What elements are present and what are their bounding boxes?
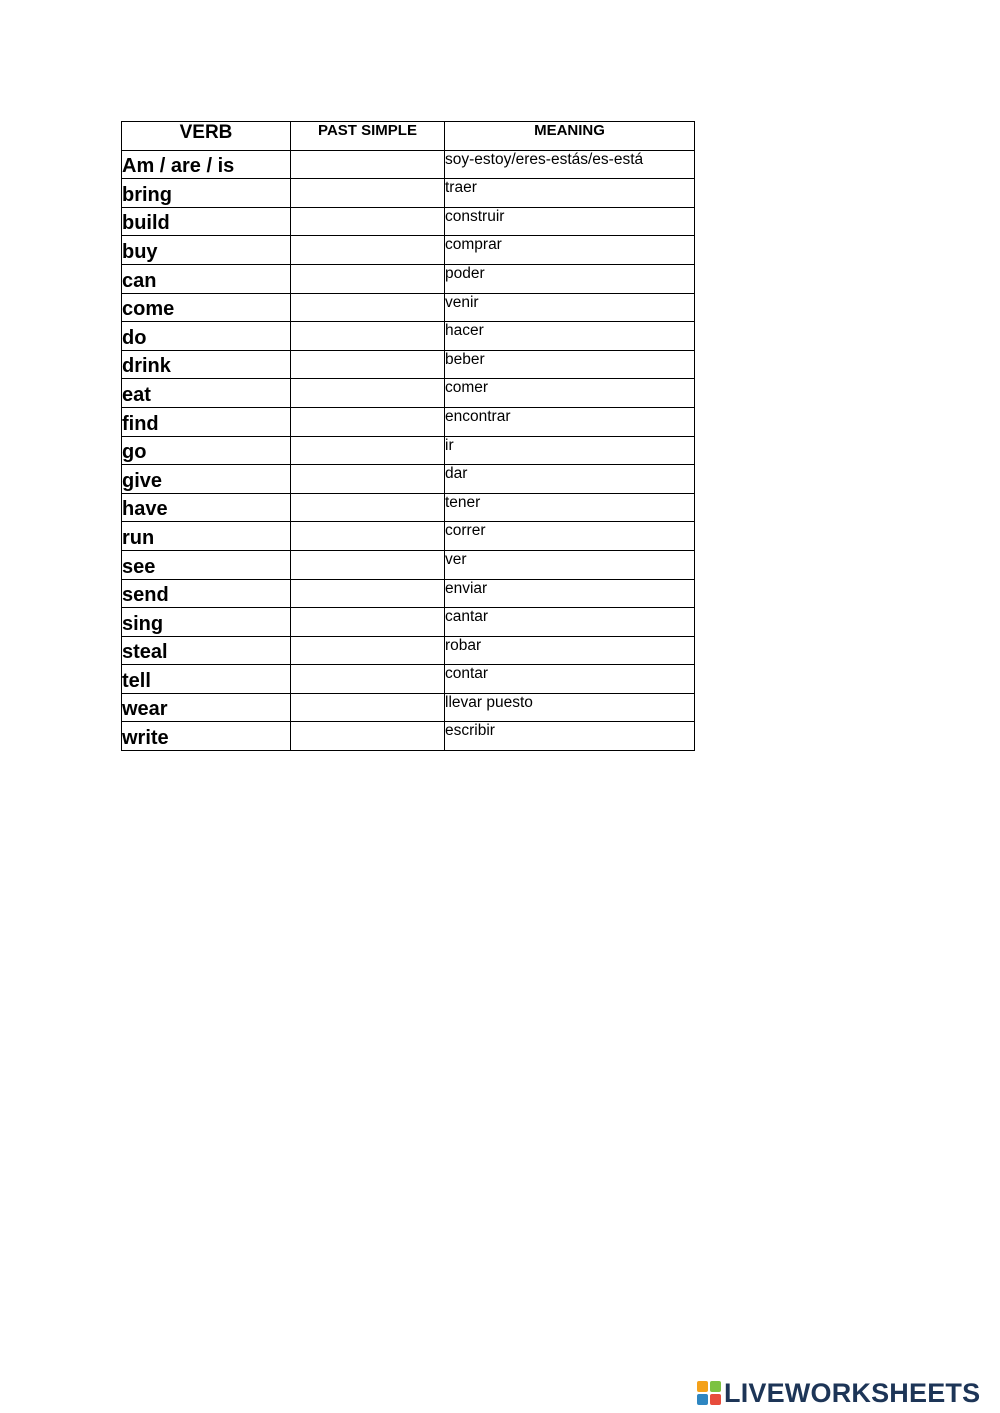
meaning-cell: correr bbox=[445, 522, 695, 551]
meaning-cell: construir bbox=[445, 207, 695, 236]
meaning-cell: tener bbox=[445, 493, 695, 522]
meaning-cell: soy-estoy/eres-estás/es-está bbox=[445, 150, 695, 179]
past-simple-cell[interactable] bbox=[291, 236, 445, 265]
table-row bbox=[122, 665, 695, 694]
liveworksheets-logo bbox=[697, 1378, 980, 1408]
verb-cell: Am / are / is bbox=[122, 150, 291, 179]
meaning-cell: beber bbox=[445, 350, 695, 379]
liveworksheets-logo-icon bbox=[697, 1381, 721, 1405]
header-meaning: MEANING bbox=[445, 122, 695, 151]
past-simple-cell[interactable] bbox=[291, 550, 445, 579]
verb-cell: go bbox=[122, 436, 291, 465]
meaning-cell: enviar bbox=[445, 579, 695, 608]
table-row bbox=[122, 636, 695, 665]
table-row bbox=[122, 264, 695, 293]
past-simple-cell[interactable] bbox=[291, 579, 445, 608]
verb-cell: give bbox=[122, 465, 291, 494]
logo-tile-red bbox=[710, 1394, 721, 1405]
table-row bbox=[122, 179, 695, 208]
past-simple-cell[interactable] bbox=[291, 665, 445, 694]
verb-cell: can bbox=[122, 264, 291, 293]
table-row bbox=[122, 550, 695, 579]
verb-cell: send bbox=[122, 579, 291, 608]
verb-cell: drink bbox=[122, 350, 291, 379]
past-simple-cell[interactable] bbox=[291, 150, 445, 179]
past-simple-cell[interactable] bbox=[291, 407, 445, 436]
table-header-row bbox=[122, 122, 695, 151]
verb-table bbox=[121, 121, 695, 751]
table-row bbox=[122, 322, 695, 351]
meaning-cell: ver bbox=[445, 550, 695, 579]
table-row bbox=[122, 579, 695, 608]
verb-cell: sing bbox=[122, 608, 291, 637]
meaning-cell: cantar bbox=[445, 608, 695, 637]
logo-text: LIVEWORKSHEETS bbox=[724, 1377, 981, 1408]
logo-tile-orange bbox=[697, 1381, 708, 1392]
past-simple-cell[interactable] bbox=[291, 379, 445, 408]
verb-cell: tell bbox=[122, 665, 291, 694]
logo-tile-green bbox=[710, 1381, 721, 1392]
table-row bbox=[122, 407, 695, 436]
header-verb: VERB bbox=[122, 122, 291, 151]
past-simple-cell[interactable] bbox=[291, 608, 445, 637]
meaning-cell: hacer bbox=[445, 322, 695, 351]
logo-tile-blue bbox=[697, 1394, 708, 1405]
verb-cell: see bbox=[122, 550, 291, 579]
verb-cell: buy bbox=[122, 236, 291, 265]
verb-cell: have bbox=[122, 493, 291, 522]
meaning-cell: comprar bbox=[445, 236, 695, 265]
meaning-cell: traer bbox=[445, 179, 695, 208]
table-row bbox=[122, 465, 695, 494]
table-row bbox=[122, 293, 695, 322]
meaning-cell: escribir bbox=[445, 722, 695, 751]
past-simple-cell[interactable] bbox=[291, 493, 445, 522]
verb-cell: bring bbox=[122, 179, 291, 208]
verb-cell: find bbox=[122, 407, 291, 436]
header-past-simple: PAST SIMPLE bbox=[291, 122, 445, 151]
table-row bbox=[122, 207, 695, 236]
verb-cell: run bbox=[122, 522, 291, 551]
meaning-cell: llevar puesto bbox=[445, 693, 695, 722]
past-simple-cell[interactable] bbox=[291, 436, 445, 465]
table-row bbox=[122, 522, 695, 551]
meaning-cell: ir bbox=[445, 436, 695, 465]
past-simple-cell[interactable] bbox=[291, 465, 445, 494]
table-row bbox=[122, 379, 695, 408]
verb-cell: come bbox=[122, 293, 291, 322]
meaning-cell: dar bbox=[445, 465, 695, 494]
past-simple-cell[interactable] bbox=[291, 179, 445, 208]
verb-cell: steal bbox=[122, 636, 291, 665]
past-simple-cell[interactable] bbox=[291, 293, 445, 322]
verb-cell: write bbox=[122, 722, 291, 751]
meaning-cell: comer bbox=[445, 379, 695, 408]
table-row bbox=[122, 693, 695, 722]
table-row bbox=[122, 722, 695, 751]
meaning-cell: contar bbox=[445, 665, 695, 694]
table-row bbox=[122, 493, 695, 522]
meaning-cell: poder bbox=[445, 264, 695, 293]
table-row bbox=[122, 236, 695, 265]
past-simple-cell[interactable] bbox=[291, 522, 445, 551]
verb-cell: wear bbox=[122, 693, 291, 722]
table-row bbox=[122, 608, 695, 637]
past-simple-cell[interactable] bbox=[291, 722, 445, 751]
table-row bbox=[122, 150, 695, 179]
past-simple-cell[interactable] bbox=[291, 693, 445, 722]
past-simple-cell[interactable] bbox=[291, 636, 445, 665]
table-row bbox=[122, 436, 695, 465]
past-simple-cell[interactable] bbox=[291, 264, 445, 293]
verb-cell: eat bbox=[122, 379, 291, 408]
meaning-cell: encontrar bbox=[445, 407, 695, 436]
meaning-cell: robar bbox=[445, 636, 695, 665]
verb-cell: build bbox=[122, 207, 291, 236]
past-simple-cell[interactable] bbox=[291, 322, 445, 351]
past-simple-cell[interactable] bbox=[291, 207, 445, 236]
table-row bbox=[122, 350, 695, 379]
past-simple-cell[interactable] bbox=[291, 350, 445, 379]
meaning-cell: venir bbox=[445, 293, 695, 322]
verb-cell: do bbox=[122, 322, 291, 351]
